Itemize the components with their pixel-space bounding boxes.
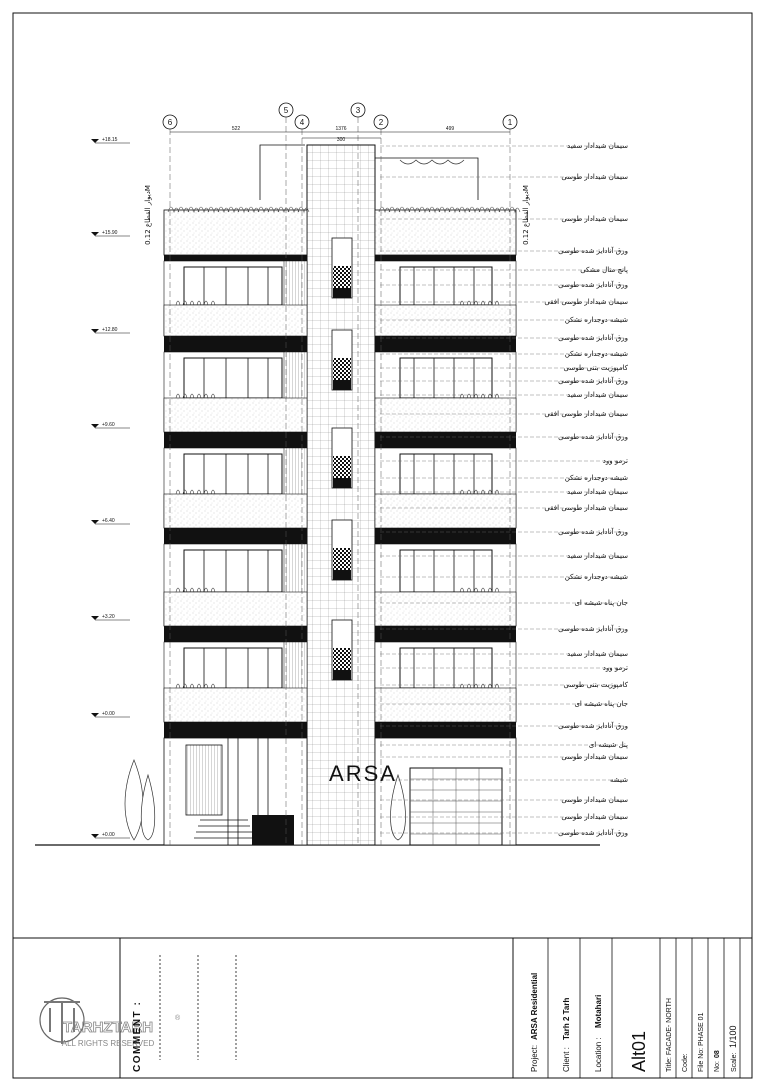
material-annotation: شیشه دوجداره نشکن	[564, 316, 628, 324]
glass-balustrade	[164, 688, 307, 722]
level-value: +18.15	[102, 137, 118, 143]
glass-balustrade	[375, 398, 516, 432]
punched-metal-panel	[333, 456, 351, 478]
level-markers	[91, 137, 130, 838]
stair-window-band	[333, 288, 351, 298]
material-annotation: جان پناه شیشه ای	[574, 599, 628, 607]
stair-window-band	[333, 478, 351, 488]
dimension-value: 522	[231, 126, 241, 132]
grid-axis-label: 1	[507, 118, 513, 127]
material-annotation: سیمان شیدادار سفید	[567, 650, 628, 658]
floor-slab-band	[164, 722, 307, 738]
material-annotation: پنل شیشه ای	[588, 741, 628, 749]
material-annotation: شیشه دوجداره نشکن	[564, 573, 628, 581]
glass-balustrade	[375, 494, 516, 528]
material-annotation: ورق آنادایز شده طوسی	[558, 528, 628, 536]
window-frame	[184, 648, 282, 688]
roof-parapet	[375, 210, 516, 255]
level-value: +6.40	[102, 518, 115, 524]
material-annotation: سیمان شیدادار طوسی	[561, 215, 628, 223]
level-value: +9.60	[102, 422, 115, 428]
stair-window-band	[333, 570, 351, 580]
level-marker-icon	[91, 139, 99, 143]
floor-slab-band	[164, 528, 307, 544]
cypress-tree	[141, 775, 155, 840]
side-note-left: دیوار القطاع 0.12M	[144, 185, 152, 245]
material-annotation: ورق آنادایز شده طوسی	[558, 625, 628, 633]
material-annotation: سیمان شیدادار سفید	[567, 142, 628, 150]
level-value: +12.80	[102, 327, 118, 333]
file-value: PHASE 01	[698, 1012, 705, 1046]
code-label: Code:	[682, 1053, 689, 1072]
window-frame	[184, 267, 282, 305]
material-annotation: کامپوزیت بتنی طوسی	[563, 681, 628, 689]
roof-canopy-right	[375, 158, 478, 200]
material-annotation: پانچ متال مشکی	[580, 266, 628, 274]
material-annotation: سیمان شیدادار طوسی افقی	[544, 410, 628, 418]
window-frame	[184, 358, 282, 398]
material-annotation: ورق آنادایز شده طوسی	[558, 247, 628, 255]
glass-balustrade	[164, 305, 307, 336]
stair-window-band	[333, 380, 351, 390]
number-value: 08	[714, 1050, 721, 1058]
alternative-code: Alt01	[629, 1030, 649, 1072]
logo-registered: ®	[175, 1015, 181, 1022]
grid-axis-label: 3	[355, 106, 361, 115]
sheet-title: Title: FACADE- NORTH	[666, 998, 673, 1072]
level-marker-icon	[91, 232, 99, 236]
material-annotation: ورق آنادایز شده طوسی	[558, 281, 628, 289]
punched-metal-panel	[333, 358, 351, 380]
glass-balustrade	[375, 305, 516, 336]
side-note-right: دیوار القطاع 0.12M	[522, 185, 530, 245]
floor-slab-band	[164, 255, 307, 261]
glass-balustrade	[164, 398, 307, 432]
level-marker-icon	[91, 424, 99, 428]
level-marker-icon	[91, 713, 99, 717]
material-annotation: ورق آنادایز شده طوسی	[558, 433, 628, 441]
number-label: No:	[714, 1061, 721, 1072]
level-marker-icon	[91, 834, 99, 838]
client-name: Tarh 2 Tarh	[562, 997, 571, 1040]
floor-slab-band	[375, 722, 516, 738]
material-annotation: جان پناه شیشه ای	[574, 700, 628, 708]
material-annotation: سیمان شیدادار طوسی	[561, 173, 628, 181]
building-sign: ARSA	[329, 761, 397, 786]
material-annotation: کامپوزیت بتنی طوسی	[563, 364, 628, 372]
level-value: +0.00	[102, 711, 115, 717]
level-marker-icon	[91, 616, 99, 620]
material-annotation: شیشه دوجداره نشکن	[564, 474, 628, 482]
dimension-value: 300	[336, 137, 346, 143]
logo-brand: TARHZTARH	[62, 1019, 154, 1036]
entrance-planter	[252, 815, 294, 845]
grid-axis-label: 5	[283, 106, 289, 115]
material-annotation: ورق آنادایز شده طوسی	[558, 334, 628, 342]
material-annotation: سیمان شیدادار طوسی افقی	[544, 298, 628, 306]
grid-axis-label: 2	[378, 118, 384, 127]
material-annotation: ترمو وود	[602, 457, 628, 465]
comment-label: COMMENT :	[132, 1000, 143, 1072]
location-name: Motahari	[594, 994, 603, 1028]
floor-slab-band	[375, 528, 516, 544]
material-annotation: ورق آنادایز شده طوسی	[558, 829, 628, 837]
grid-axis-label: 4	[299, 118, 305, 127]
logo-rights: ALL RIGHTS RESERVED	[61, 1039, 155, 1048]
material-annotation: سیمان شیدادار طوسی	[561, 753, 628, 761]
client-label: Client :	[562, 1047, 571, 1072]
material-annotation: سیمان شیدادار سفید	[567, 488, 628, 496]
material-annotation: ورق آنادایز شده طوسی	[558, 377, 628, 385]
glass-balustrade	[375, 688, 516, 722]
project-label: Project:	[530, 1044, 539, 1072]
roof-frame-left	[260, 145, 305, 200]
level-value: +0.00	[102, 832, 115, 838]
punched-metal-panel	[333, 648, 351, 670]
material-annotation: سیمان شیدادار سفید	[567, 391, 628, 399]
dimension-line	[170, 126, 510, 143]
scale-value: 1/100	[728, 1025, 738, 1048]
floor-slab-band	[375, 336, 516, 352]
window-frame	[184, 550, 282, 592]
level-value: +3.20	[102, 614, 115, 620]
material-annotation: سیمان شیدادار طوسی	[561, 796, 628, 804]
file-label: File No:	[698, 1047, 705, 1072]
material-annotation: ورق آنادایز شده طوسی	[558, 722, 628, 730]
entrance-door	[186, 745, 222, 815]
glass-balustrade	[164, 494, 307, 528]
dimension-value: 1376	[335, 126, 347, 132]
material-annotation: سیمان شیدادار طوسی افقی	[544, 504, 628, 512]
roof-parapet	[164, 210, 307, 255]
punched-metal-panel	[333, 548, 351, 570]
glass-balustrade	[375, 592, 516, 626]
location-label: Location :	[594, 1037, 603, 1072]
stair-window-band	[333, 670, 351, 680]
dimension-value: 499	[445, 126, 455, 132]
project-name: ARSA Residential	[530, 972, 539, 1040]
floor-slab-band	[164, 336, 307, 352]
window-frame	[184, 454, 282, 494]
punched-metal-panel	[333, 266, 351, 288]
level-marker-icon	[91, 329, 99, 333]
material-annotation: شیشه دوجداره نشکن	[564, 350, 628, 358]
scale-label: Scale:	[731, 1052, 738, 1072]
level-value: +15.90	[102, 230, 118, 236]
material-annotation: ترمو وود	[602, 664, 628, 672]
glass-balustrade	[164, 592, 307, 626]
floor-slab-band	[375, 432, 516, 448]
floor-slab-band	[375, 626, 516, 642]
floor-slab-band	[164, 432, 307, 448]
material-annotation: سیمان شیدادار طوسی	[561, 813, 628, 821]
cypress-tree	[125, 760, 143, 840]
grid-axis-label: 6	[167, 118, 173, 127]
material-annotation: شیشه	[610, 776, 628, 784]
floor-slab-band	[164, 626, 307, 642]
roof-awning	[400, 160, 464, 164]
level-marker-icon	[91, 520, 99, 524]
building-elevation	[35, 145, 600, 845]
material-annotation: سیمان شیدادار سفید	[567, 552, 628, 560]
floor-slab-band	[375, 255, 516, 261]
